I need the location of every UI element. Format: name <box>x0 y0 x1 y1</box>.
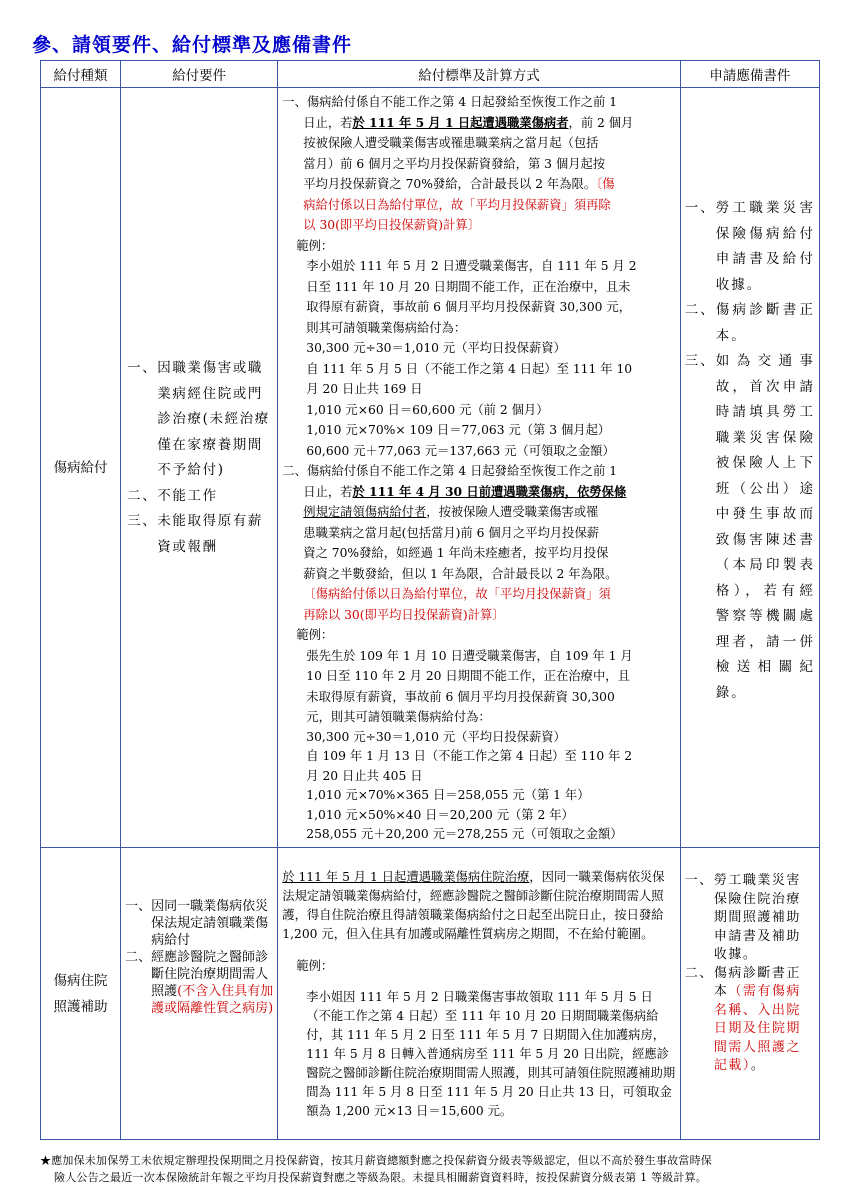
standard-line: 薪資之半數發給，但以 1 年為限，合計最長以 2 年為限。 <box>303 566 618 581</box>
example-line: 取得原有薪資，事故前 6 個月平均月投保薪資 30,300 元， <box>306 300 632 314</box>
list-item: 二、 傷病診斷書正本。 <box>684 302 815 344</box>
table-row <box>41 88 820 848</box>
list-item: 一、 因職業傷害或職業病經住院或門診治療(未經治療僅在家療養期間不予給付) <box>127 360 270 478</box>
example-calc: 自 109 年 1 月 13 日（不能工作之第 4 日起）至 110 年 2 <box>306 749 633 763</box>
standard-line: 資之 70%發給，如經過 1 年尚未痊癒者，按平均月投保 <box>303 546 609 560</box>
standard-line: 以 30(即平均日投保薪資)計算〕 <box>303 218 480 232</box>
requirements-cell <box>121 88 278 848</box>
table-header-row <box>41 61 820 88</box>
example-label: 範例： <box>296 238 334 253</box>
list-item: 一、 勞工職業災害保險住院治療期間照護補助申請書及補助收據。 <box>684 873 801 962</box>
example-calc: 自 111 年 5 月 5 日（不能工作之第 4 日起）至 111 年 10 <box>306 361 633 376</box>
list-item: 三、 未能取得原有薪資或報酬 <box>127 513 263 555</box>
header-standard: 給付標準及計算方式 <box>278 61 681 88</box>
example-calc: 1,010 元×60 日＝60,600 元（前 2 個月） <box>306 402 549 417</box>
benefit-type: 傷病給付 <box>41 88 121 848</box>
list-item: 二、 傷病診斷書正本（需有傷病名稱、入出院日期及住院期間需人照護之記載）。 <box>684 965 801 1073</box>
standard-line: 患職業病之當月起(包括當月)前 6 個月之平均月投保薪 <box>303 525 600 540</box>
header-type: 給付種類 <box>41 61 121 88</box>
example-calc: 1,010 元×50%×40 日＝20,200 元（第 2 年） <box>306 807 574 822</box>
header-requirements: 給付要件 <box>121 61 278 88</box>
example-line: 未取得原有薪資，事故前 6 個月平均月投保薪資 30,300 <box>306 689 615 704</box>
standard-line: 〔傷病給付係以日為給付單位，故「平均月投保薪資」須 <box>303 587 611 601</box>
example-line: 日至 111 年 10 月 20 日期間不能工作，正在治療中，且未 <box>306 279 631 294</box>
standard-line: 再除以 30(即平均日投保薪資)計算〕 <box>303 607 505 622</box>
example-line: 李小姐於 111 年 5 月 2 日遭受職業傷害，自 111 年 5 月 2 <box>306 259 637 273</box>
header-documents: 申請應備書件 <box>680 61 819 88</box>
standard-line: 當月）前 6 個月之平均月投保薪資發給，第 3 個月起按 <box>303 156 606 171</box>
table-row <box>41 848 820 1140</box>
documents-cell <box>680 848 819 1140</box>
standard-line: 日止，若於 111 年 4 月 30 日前遭遇職業傷病，依勞保條 <box>303 483 627 499</box>
standard-cell <box>278 88 681 848</box>
example-calc: 1,010 元×70%×365 日＝258,055 元（第 1 年） <box>306 788 590 802</box>
documents-cell <box>680 88 819 848</box>
standard-line: 日止，若於 111 年 5 月 1 日起遭遇職業傷病者，前 2 個月 <box>303 114 634 130</box>
standard-line: 一、傷病給付係自不能工作之第 4 日起發給至恢復工作之前 1 <box>282 95 618 109</box>
list-item: 三、 如為交通事故，首次申請時請填具勞工職業災害保險被保險人上下班（公出）途中發生事故而致傷害陳述書（本局印製表格），若有經警察等機關處理者，請一併檢送相關紀錄。 <box>684 353 815 701</box>
example-line: 則其可請領職業傷病給付為： <box>306 320 467 335</box>
example-calc: 月 20 日止共 405 日 <box>306 768 423 783</box>
example-calc: 60,600 元＋77,063 元＝137,663 元（可領取之金額） <box>306 443 615 458</box>
footnote: ★應加保未加保勞工未依規定辦理投保期間之月投保薪資，按其月薪資總額對應之投保薪資分級表等級認定，但以不高於發生事故當時保 險人公告之最近一次本保險統計年報之平均月投保薪資對應之等級為限。未提具相關薪資資料時，按投保薪資分級表第 1 等級計算。 <box>40 1154 712 1184</box>
page-title: 參、請領要件、給付標準及應備書件 <box>32 34 353 56</box>
example-calc: 月 20 日止共 169 日 <box>306 382 423 396</box>
standard-cell <box>278 848 681 1140</box>
standard-line: 平均月投保薪資之 70%發給，合計最長以 2 年為限。〔傷 <box>303 177 615 191</box>
example-label: 範例： <box>296 958 334 973</box>
example-calc: 30,300 元÷30＝1,010 元（平均日投保薪資） <box>306 729 566 744</box>
example-calc: 30,300 元÷30＝1,010 元（平均日投保薪資） <box>306 341 566 355</box>
list-item: 一、 因同一職業傷病依災保法規定請領職業傷病給付 <box>125 899 269 948</box>
benefit-type: 傷病住院 照護補助 <box>41 848 121 1140</box>
list-item: 一、 勞工職業災害保險傷病給付申請書及給付收據。 <box>684 200 815 293</box>
list-item: 二、 不能工作 <box>127 487 218 504</box>
standard-paragraph: 於 111 年 5 月 1 日起遭遇職業傷病住院治療，因同一職業傷病依災保法規定請領職業傷病給付，經應診醫院之醫師診斷住院治療期間需人照護，得自住院治療且得請領職業傷病給付之日起至出院日止，按日發給 1,200 元，但入住具有加護或隔離性質病房之期間，不在給付範圍。 <box>282 870 665 942</box>
example-line: 張先生於 109 年 1 月 10 日遭受職業傷害，自 109 年 1 月 <box>306 648 633 663</box>
standard-line: 例規定請領傷病給付者，按被保險人遭受職業傷害或罹 <box>303 505 599 519</box>
standard-line: 按被保險人遭受職業傷害或罹患職業病之當月起（包括 <box>303 136 599 150</box>
standard-line: 二、傷病給付係自不能工作之第 4 日起發給至恢復工作之前 1 <box>282 464 618 478</box>
example-line: 元，則其可請領職業傷病給付為： <box>306 710 491 724</box>
example-calc: 1,010 元×70%× 109 日＝77,063 元（第 3 個月起） <box>306 423 611 437</box>
example-label: 範例： <box>296 628 334 642</box>
example-calc: 258,055 元＋20,200 元＝278,255 元（可領取之金額） <box>306 827 623 841</box>
standard-line: 病給付係以日為給付單位，故「平均月投保薪資」須再除 <box>303 197 611 212</box>
list-item: 二、 經應診醫院之醫師診斷住院治療期間需人照護(不含入住具有加護或隔離性質之病房) <box>125 950 274 1016</box>
example-paragraph: 李小姐因 111 年 5 月 2 日職業傷害事故領取 111 年 5 月 5 日（不能工作之第 4 日起）至 111 年 10 月 20 日期間職業傷病給付，其 111 年 5 月 2 日至 111 年 5 月 7 日期間入住加護病房，111 年 5 月 8 日轉入普通病房至 111 年 5 月 20 日出院，經應診醫院之醫師診斷住院治療期間需人照護，則其可請領住院照護補助期間為 111 年 5 月 8 日至 111 年 5 月 20 日止共 13 日，可領取金額為 1,200 元×13 日＝15,600 元。 <box>306 989 676 1118</box>
benefit-table <box>40 60 820 1140</box>
requirements-cell <box>121 848 278 1140</box>
example-line: 10 日至 110 年 2 月 20 日期間不能工作，正在治療中，且 <box>306 669 630 683</box>
